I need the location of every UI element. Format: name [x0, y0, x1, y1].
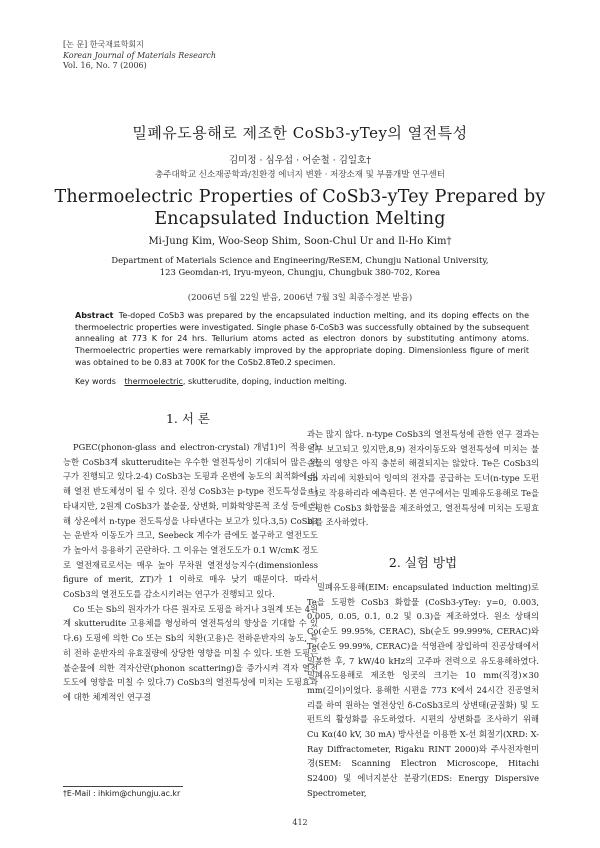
- affiliation-english: [0, 254, 600, 278]
- keywords: [75, 377, 529, 386]
- title-english: [0, 186, 600, 230]
- title-korean: 밀폐유도용해로 제조한 CoSb3-yTey의 열전특성: [132, 124, 468, 142]
- methods-column: [307, 580, 539, 801]
- affiliation-english-line2: 123 Geomdan-ri, Iryu-myeon, Chungju, Chungbuk 380-702, Korea: [159, 267, 441, 277]
- abstract: [75, 310, 529, 369]
- section-heading-methods: 2. 실험 방법: [388, 555, 458, 570]
- methods-paragraph-1: 밀폐유도용해(EIM: encapsulated induction melting)로 Te을 도핑한 CoSb3 화합물 (CoSb3-yTey: y=0, 0.003, 0.005, 0.05, 0.1, 0.2 및 0.3)을 제조하였다. 원소 상태의 Co(순도 99.95%, CERAC), Sb(순도 99.999%, CERAC)와 Te(순도 99.99%, CERAC)을 석영관에 장입하여 진공상태에서 밀봉한 후, 7 kW/40 kHz의 고주파 전력으로 유도용해하였다. 밀폐유도용해로 제조한 잉곳의 크기는 10 mm(직경)×30 mm(길이)이었다. 용해한 시편을 773 K에서 24시간 진공열처리를 하여 원하는 열전상인 δ-CoSb3로의 상변태(균질화) 및 도펀트의 활성화를 유도하였다. 시편의 상변화를 조사하기 위해 Cu Kα(40 kV, 30 mA) 방사선을 이용한 X-선 회절기(XRD: X-Ray Diffractometer, Rigaku RINT 2000)와 주사전자현미경(SEM: Scanning Electron Microscope, Hitachi S2400) 및 에너지분산 분광기(EDS: Energy Dispersive Spectrometer,: [307, 582, 539, 798]
- affiliation-english-line1: Department of Materials Science and Engineering/ReSEM, Chungju National University,: [111, 255, 489, 265]
- abstract-label: Abstract: [75, 311, 114, 320]
- keywords-label: Key words: [75, 377, 116, 386]
- keyword-link[interactable]: thermoelectric: [124, 377, 183, 386]
- right-column: [307, 427, 539, 530]
- authors-korean: 김미정 · 심우섭 · 어순철 · 김일호†: [228, 155, 372, 166]
- abstract-text: Te-doped CoSb3 was prepared by the encapsulated induction melting, and its doping effects on the thermoelectric properties were investigated. Single phase δ-CoSb3 was successfully obtained by the subsequent annealing at 773 K for 24 hrs. Tellurium atoms acted as electron donors by substituting antimony atoms. Thermoelectric properties were remarkably improved by the appropriate doping. Dimensionless figure of merit was obtained to be 0.83 at 700K for the CoSb2.8Te0.2 specimen.: [75, 311, 529, 367]
- intro-paragraph-3: 과는 많지 않다. n-type CoSb3의 열전특성에 관한 연구 결과는 일부 보고되고 있지만,8,9) 전자이동도와 열전특성에 미치는 불순물의 영향은 아직 충분히 해결되지는 않았다. Te은 CoSb3의 Sb 자리에 치환되어 잉여의 전자를 공급하는 도너(n-type 도펀트)로 작용하리라 예측된다. 본 연구에서는 밀폐유도용해로 Te을 도핑한 CoSb3 화합물을 제조하였고, 열전특성에 미치는 도핑효과를 조사하였다.: [307, 429, 539, 528]
- authors-english: Mi-Jung Kim, Woo-Seop Shim, Soon-Chul Ur and Il-Ho Kim†: [148, 236, 452, 247]
- keywords-rest: , skutterudite, doping, induction melting.: [182, 377, 347, 386]
- journal-name-ko: [논 문] 한국재료학회지: [63, 40, 144, 49]
- journal-volume: Vol. 16, No. 7 (2006): [63, 61, 147, 70]
- title-english-line1: Thermoelectric Properties of CoSb3-yTey Prepared by: [54, 187, 546, 207]
- title-english-line2: Encapsulated Induction Melting: [154, 209, 446, 229]
- journal-name-en: Korean Journal of Materials Research: [63, 50, 217, 60]
- footnote-email: †E-Mail : ihkim@chungju.ac.kr: [63, 789, 181, 798]
- intro-paragraph-1: PGEC(phonon-glass and electron-crystal) 개념1)이 적용 가능한 CoSb3계 skutterudite는 우수한 열전특성이 기대되어 많은 연구가 진행되고 있다.2-4) CoSb3는 도핑과 온변에 농도의 최적화에 의해 열전 반도체성이 될 수 있다. 진성 CoSb3는 p-type 전도특성을 나타내지만, 2원계 CoSb3가 불순물, 상변화, 미화학양론적 조성 등에 의해 상온에서 n-type 전도특성을 나타낸다는 보고가 있다.3,5) CoSb3는 운반자 이동도가 크고, Seebeck 계수가 큼에도 불구하고 열전도도가 높아서 응용하기 곤란하다. 그 이유는 열전도도가 0.1 W/cmK 정도로 열전재료로서는 매우 높아 무차원 열전성능지수(dimensionless figure of merit, ZT)가 1 이하로 매우 낮기 때문이다. 따라서 CoSb3의 열전도도를 감소시키려는 연구가 진행되고 있다.: [63, 442, 318, 600]
- left-column: [63, 440, 318, 705]
- affiliation-korean: 충주대학교 신소재공학과/친환경 에너지 변환 · 저장소재 및 부품개발 연구센터: [155, 170, 445, 180]
- footnote-rule: [63, 786, 183, 787]
- section-heading-introduction: 1. 서 론: [165, 411, 211, 426]
- journal-header: [63, 40, 216, 72]
- intro-paragraph-2: Co 또는 Sb의 원자가가 다른 원자로 도핑을 하거나 3원계 또는 4원계 skutterudite 고용체를 형성하여 열전특성의 향상을 기대할 수 있다.6) 도핑에 의한 Co 또는 Sb의 치환(고용)은 전하운반자의 농도, 특히 전하 운반자의 유효질량에 상당한 영향을 미칠 수 있다. 또한 도핑은 불순물에 의한 격자산란(phonon scattering)을 증가시켜 격자 열전도도에 영향을 미칠 수 있다.7) CoSb3의 열전특성에 미치는 도핑효과에 대한 체계적인 연구결: [63, 603, 318, 702]
- received-dates: (2006년 5월 22일 받음, 2006년 7월 3일 최종수정본 받음): [187, 293, 413, 303]
- page-number: 412: [292, 818, 308, 827]
